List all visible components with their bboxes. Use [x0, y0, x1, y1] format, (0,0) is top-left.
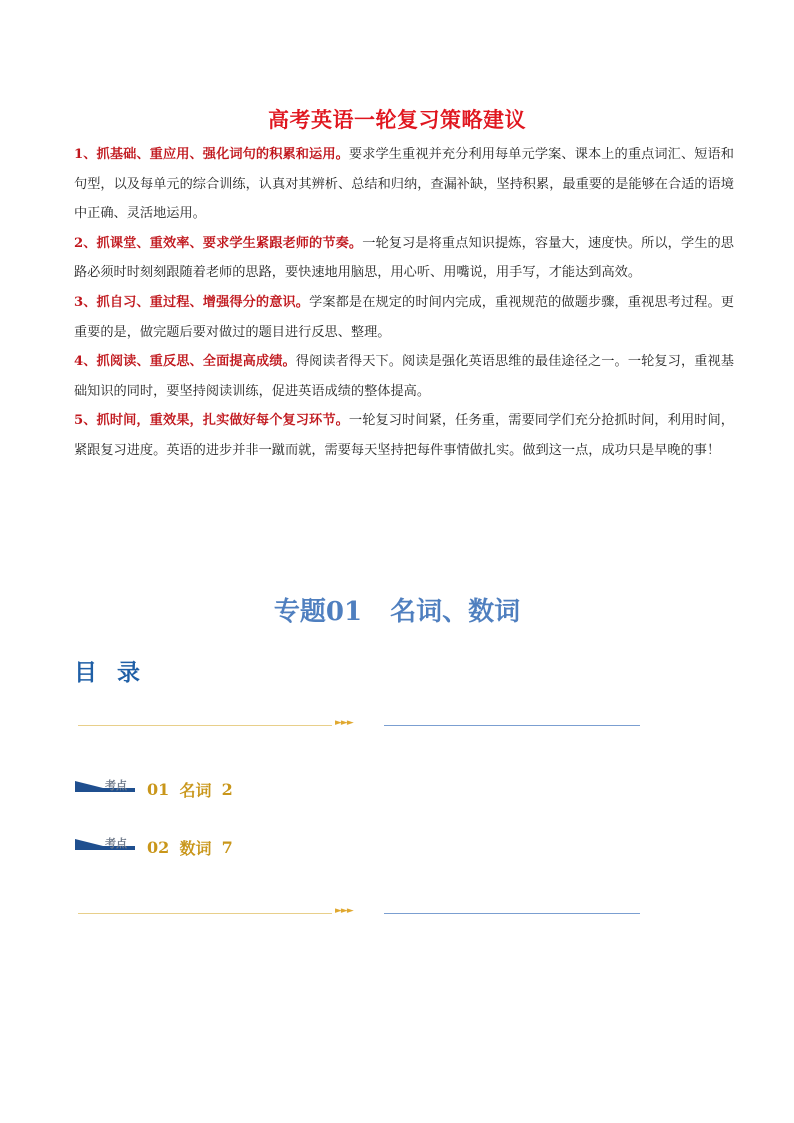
page-title: 高考英语一轮复习策略建议: [268, 107, 526, 132]
divider-line-left: [78, 913, 332, 914]
strategy-paragraph-1: [74, 140, 734, 229]
strategy-paragraphs: [74, 140, 734, 466]
strategy-text: 学案都是在规定的时间内完成，重视规范的做题步骤，重视思考过程。更重要的是，做完题后要对做过的题目进行反思、整理。: [74, 294, 734, 340]
topic-label: 专题: [273, 597, 326, 627]
divider-top: [78, 718, 640, 730]
toc-page: 2: [221, 779, 233, 799]
arrow-icon: ►►►: [335, 718, 353, 728]
divider-line-right: [384, 725, 640, 726]
divider-bottom: [78, 906, 640, 918]
strategy-text: 一轮复习时间紧，任务重，需要同学们充分抢抓时间，利用时间，紧跟复习进度。英语的进步并非一蹴而就，需要每天坚持把每件事情做扎实。做到这一点，成功只是早晚的事！: [74, 413, 734, 458]
strategy-heading: 4、抓阅读、重反思、全面提高成绩。: [74, 354, 296, 370]
strategy-text: 得阅读者得天下。阅读是强化英语思维的最佳途径之一。一轮复习，重视基础知识的同时，要坚持阅读训练，促进英语成绩的整体提高。: [74, 354, 734, 399]
strategy-paragraph-3: [74, 288, 734, 347]
badge-label: 考点: [105, 837, 127, 850]
strategy-paragraph-2: [74, 229, 734, 288]
toc-entry-numerals[interactable]: [75, 836, 233, 858]
toc-name: 名词: [179, 780, 212, 800]
toc-heading: 目 录: [74, 659, 147, 686]
strategy-heading: 3、抓自习、重过程、增强得分的意识。: [74, 294, 310, 310]
topic-name: 名词、数词: [390, 597, 521, 627]
strategy-heading: 1、抓基础、重应用、强化词句的积累和运用。: [74, 147, 349, 162]
strategy-heading: 2、抓课堂、重效率、要求学生紧跟老师的节奏。: [74, 235, 363, 251]
strategy-text: 一轮复习是将重点知识提炼，容量大，速度快。所以，学生的思路必须时时刻刻跟随着老师的思路，要快速地用脑思，用心听、用嘴说，用手写，才能达到高效。: [74, 235, 734, 281]
kaodian-badge-icon: [75, 779, 137, 799]
kaodian-badge-icon: [75, 837, 137, 857]
badge-label: 考点: [105, 779, 127, 792]
toc-number: 02: [147, 837, 170, 857]
strategy-text: 要求学生重视并充分利用每单元学案、课本上的重点词汇、短语和句型，以及每单元的综合训练，认真对其辨析、总结和归纳，查漏补缺，坚持积累，最重要的是能够在合适的语境中正确、灵活地运用。: [74, 147, 734, 222]
topic-number: 01: [325, 597, 363, 627]
toc-entry-nouns[interactable]: [75, 778, 233, 800]
strategy-paragraph-4: [74, 347, 734, 406]
strategy-heading: 5、抓时间，重效果，扎实做好每个复习环节。: [74, 413, 349, 429]
toc-number: 01: [147, 779, 170, 799]
divider-line-right: [384, 913, 640, 914]
toc-page: 7: [221, 837, 233, 857]
strategy-paragraph-5: [74, 406, 734, 465]
toc-name: 数词: [179, 838, 212, 858]
arrow-icon: ►►►: [335, 906, 353, 916]
divider-line-left: [78, 725, 332, 726]
topic-title: [0, 591, 794, 628]
